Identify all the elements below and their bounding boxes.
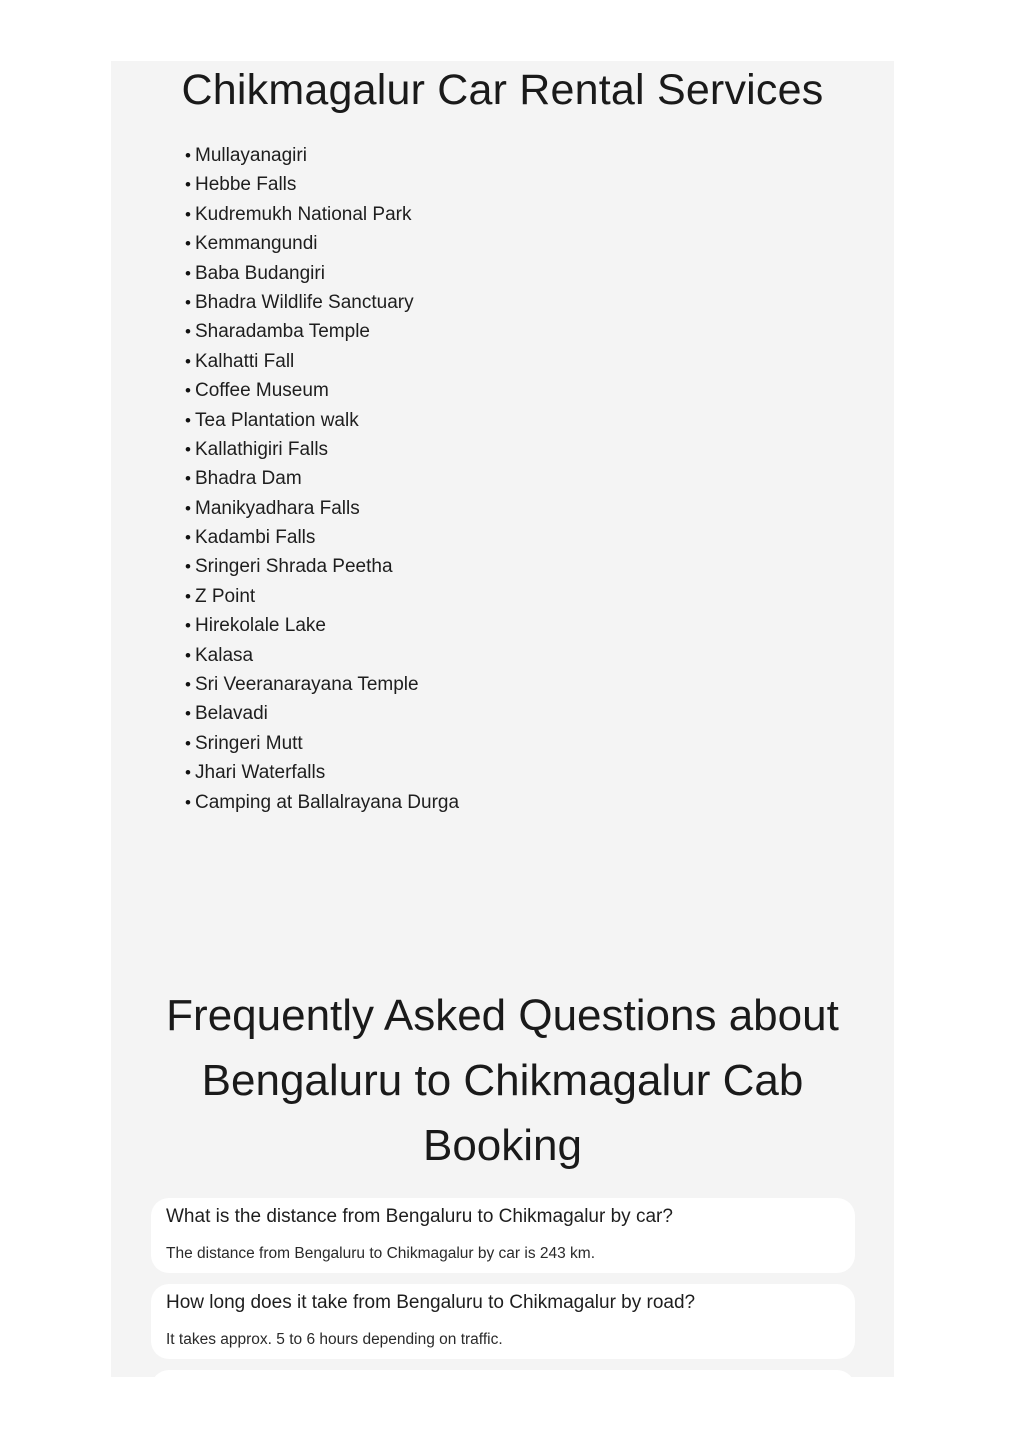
place-list-item xyxy=(185,552,459,581)
place-list-item xyxy=(185,229,459,258)
place-label: Kallathigiri Falls xyxy=(195,438,329,460)
place-label: Coffee Museum xyxy=(195,380,329,402)
bullet-icon: • xyxy=(185,704,191,724)
place-label: Camping at Ballalrayana Durga xyxy=(195,791,460,813)
faq-answer: The distance from Bengaluru to Chikmagalur by car is 243 km. xyxy=(166,1245,596,1262)
section-title: Chikmagalur Car Rental Services xyxy=(181,66,824,114)
bullet-icon: • xyxy=(185,263,191,283)
place-label: Manikyadhara Falls xyxy=(195,497,360,519)
place-list-item xyxy=(185,376,459,405)
bullet-icon: • xyxy=(185,792,191,812)
faq-title xyxy=(151,983,854,1178)
bullet-icon: • xyxy=(185,351,191,371)
place-list-item xyxy=(185,464,459,493)
faq-item[interactable] xyxy=(151,1370,855,1377)
faq-item[interactable] xyxy=(151,1198,855,1273)
place-label: Kemmangundi xyxy=(195,233,318,255)
place-label: Z Point xyxy=(195,585,256,607)
place-list-item xyxy=(185,641,459,670)
place-label: Bhadra Dam xyxy=(195,468,302,490)
place-label: Bhadra Wildlife Sanctuary xyxy=(195,291,414,313)
place-list-item xyxy=(185,141,459,170)
place-list-item xyxy=(185,758,459,787)
place-label: Sringeri Mutt xyxy=(195,732,303,754)
place-label: Mullayanagiri xyxy=(195,145,307,166)
place-label: Sharadamba Temple xyxy=(195,321,370,343)
bullet-icon: • xyxy=(185,322,191,342)
content-panel xyxy=(111,61,894,1377)
place-label: Sri Veeranarayana Temple xyxy=(195,674,419,696)
bullet-icon: • xyxy=(185,557,191,577)
bullet-icon: • xyxy=(185,292,191,312)
place-label: Jhari Waterfalls xyxy=(195,762,326,784)
place-list-item xyxy=(185,347,459,376)
bullet-icon: • xyxy=(185,616,191,636)
place-list-item xyxy=(185,670,459,699)
place-label: Belavadi xyxy=(195,703,268,725)
place-list-item xyxy=(185,406,459,435)
place-label: Kalasa xyxy=(195,644,254,666)
place-list-item xyxy=(185,494,459,523)
bullet-icon: • xyxy=(185,469,191,489)
bullet-icon: • xyxy=(185,381,191,401)
place-list-item xyxy=(185,317,459,346)
place-list-item xyxy=(185,435,459,464)
bullet-icon: • xyxy=(185,733,191,753)
bullet-icon: • xyxy=(185,675,191,695)
bullet-icon: • xyxy=(185,234,191,254)
bullet-icon: • xyxy=(185,439,191,459)
bullet-icon: • xyxy=(185,204,191,224)
bullet-icon: • xyxy=(185,763,191,783)
bullet-icon: • xyxy=(185,586,191,606)
places-list xyxy=(185,141,459,817)
place-label: Kadambi Falls xyxy=(195,527,316,549)
place-label: Kudremukh National Park xyxy=(195,203,412,225)
faq-title-line: Booking xyxy=(422,1121,582,1170)
bullet-icon: • xyxy=(185,498,191,518)
bullet-icon: • xyxy=(185,410,191,430)
place-list-item xyxy=(185,729,459,758)
place-label: Kalhatti Fall xyxy=(195,350,295,372)
bullet-icon: • xyxy=(185,645,191,665)
place-label: Tea Plantation walk xyxy=(195,409,359,431)
place-label: Hebbe Falls xyxy=(195,174,297,196)
place-list-item xyxy=(185,288,459,317)
place-list-item xyxy=(185,523,459,552)
place-list-item xyxy=(185,788,459,817)
faq-answer: It takes approx. 5 to 6 hours depending on traffic. xyxy=(166,1331,503,1348)
place-list-item xyxy=(185,170,459,199)
bullet-icon: • xyxy=(185,146,191,165)
place-list-item xyxy=(185,611,459,640)
bullet-icon: • xyxy=(185,528,191,548)
faq-question[interactable]: What is the distance from Bengaluru to Chikmagalur by car? xyxy=(166,1206,673,1227)
faq-question[interactable]: How long does it take from Bengaluru to Chikmagalur by road? xyxy=(166,1292,696,1313)
place-label: Hirekolale Lake xyxy=(195,615,326,637)
place-list-item xyxy=(185,259,459,288)
place-label: Sringeri Shrada Peetha xyxy=(195,556,393,578)
faq-title-line: Frequently Asked Questions about xyxy=(166,991,839,1040)
place-label: Baba Budangiri xyxy=(195,262,325,284)
bullet-icon: • xyxy=(185,175,191,195)
faq-list xyxy=(151,1198,855,1377)
faq-title-line: Bengaluru to Chikmagalur Cab xyxy=(201,1056,804,1105)
faq-item[interactable] xyxy=(151,1284,855,1359)
place-list-item xyxy=(185,699,459,728)
place-list-item xyxy=(185,582,459,611)
place-list-item xyxy=(185,200,459,229)
